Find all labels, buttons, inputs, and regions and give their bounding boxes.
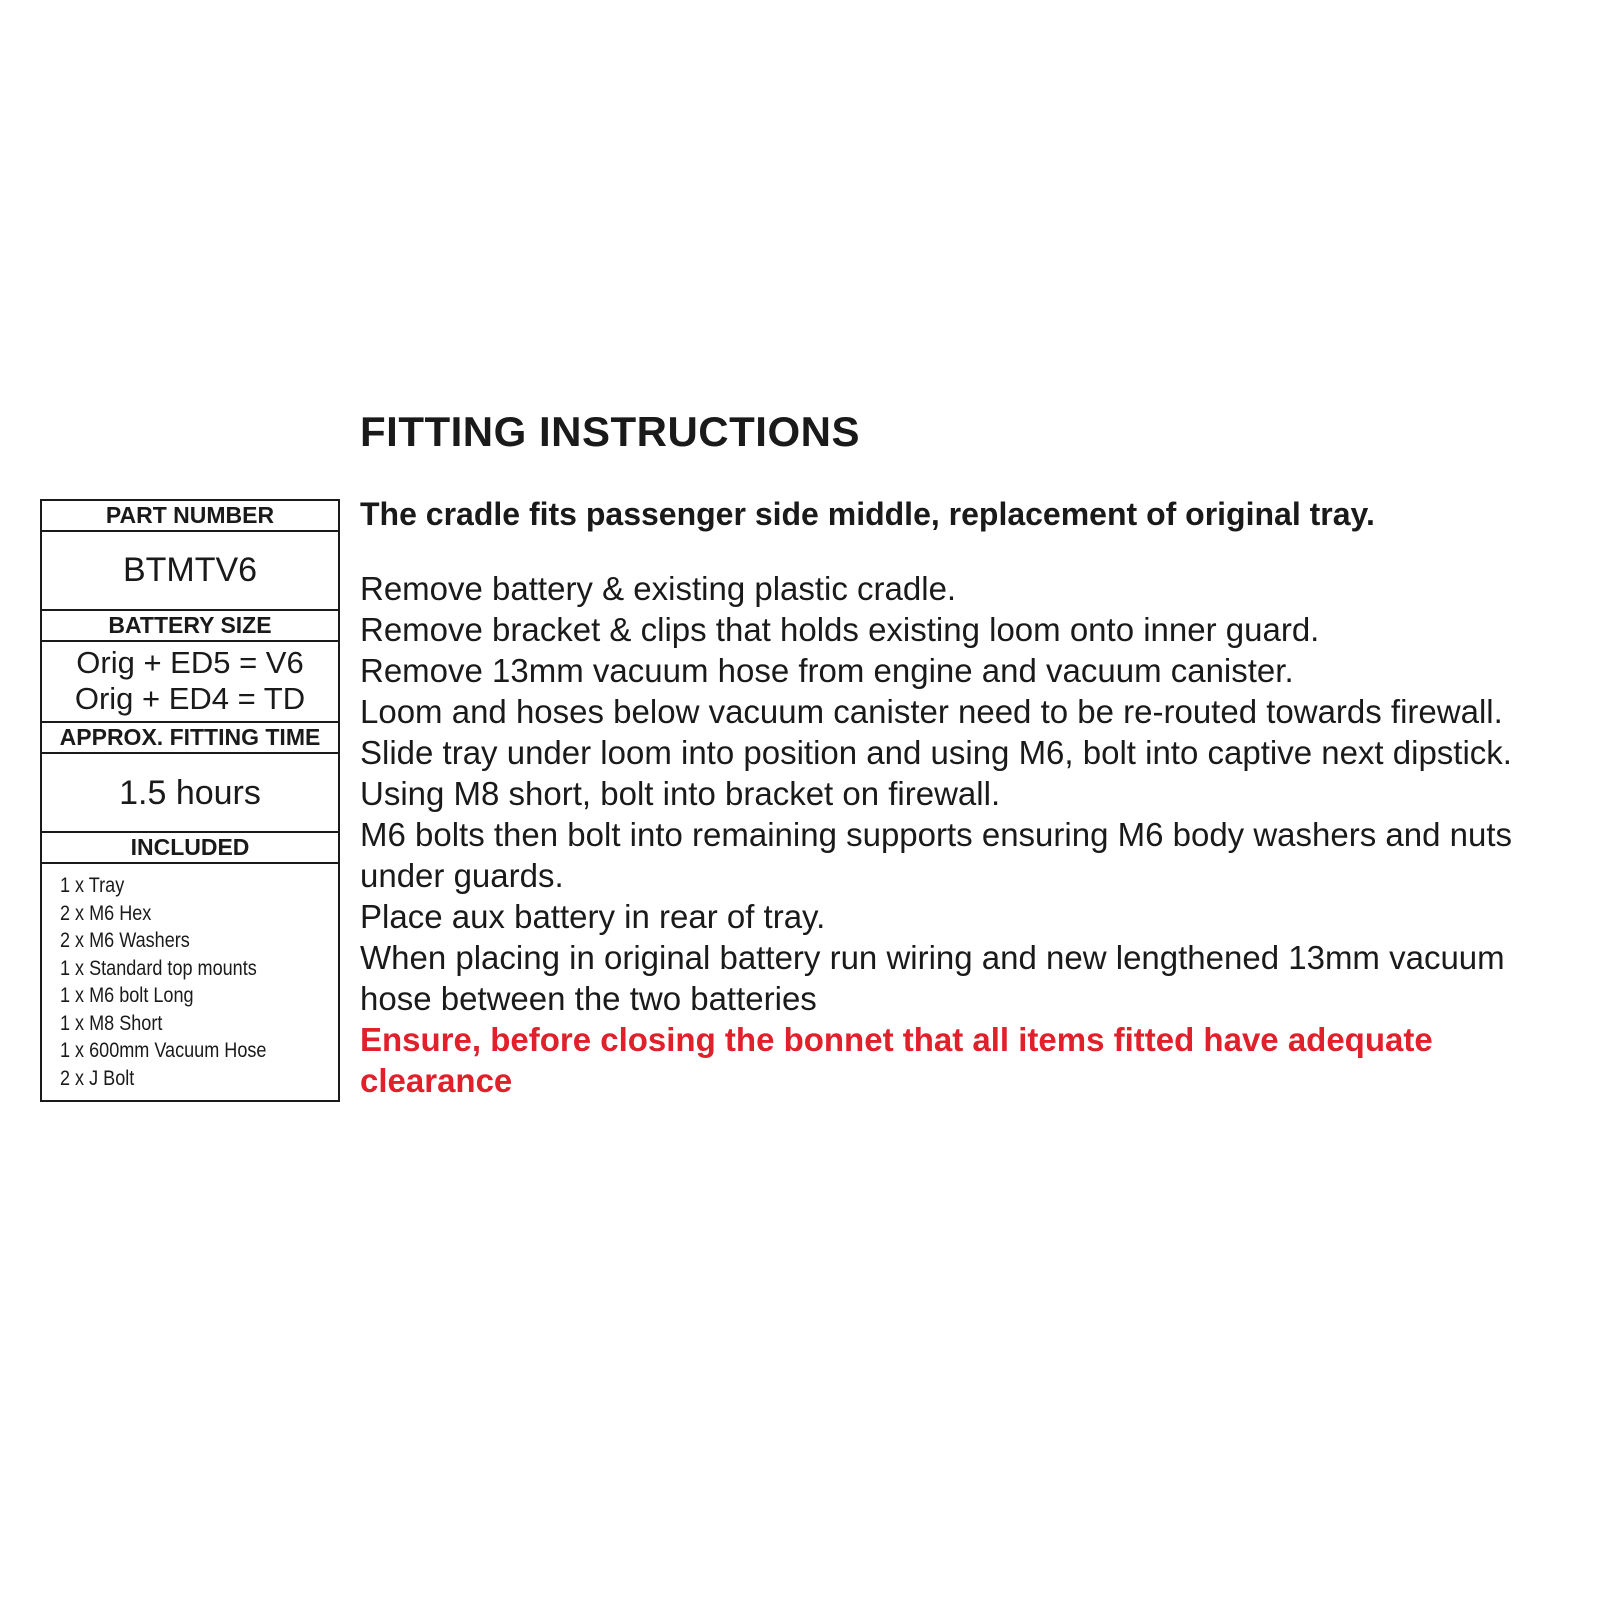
instruction-step: Remove 13mm vacuum hose from engine and vacuum canister.	[360, 652, 1294, 689]
instructions	[360, 494, 1575, 1101]
included-item: 1 x 600mm Vacuum Hose	[60, 1039, 267, 1062]
instruction-step: Place aux battery in rear of tray.	[360, 898, 826, 935]
spec-box	[40, 499, 340, 1102]
included-item: 2 x M6 Hex	[60, 901, 152, 925]
instructions-intro: The cradle fits passenger side middle, replacement of original tray.	[360, 496, 1375, 532]
instruction-step: M6 bolts then bolt into remaining supports ensuring M6 body washers and nuts under guards.	[360, 816, 1512, 894]
fitting-time-value: 1.5 hours	[119, 774, 261, 812]
instruction-step: Slide tray under loom into position and using M6, bolt into captive next dipstick.	[360, 734, 1512, 771]
clearance-warning: Ensure, before closing the bonnet that all items fitted have adequate clearance	[360, 1021, 1433, 1099]
fitting-time-label: APPROX. FITTING TIME	[42, 721, 338, 754]
battery-size-label: BATTERY SIZE	[42, 609, 338, 642]
included-list	[42, 864, 338, 1100]
battery-size-value: Orig + ED4 = TD	[74, 681, 306, 716]
included-item: 1 x M6 bolt Long	[60, 984, 194, 1007]
instruction-step: Using M8 short, bolt into bracket on firewall.	[360, 775, 1001, 812]
included-item: 2 x J Bolt	[60, 1066, 135, 1090]
instruction-step: Remove bracket & clips that holds existing loom onto inner guard.	[360, 611, 1320, 648]
part-number-value: BTMTV6	[122, 551, 258, 589]
included-item: 1 x Standard top mounts	[60, 956, 257, 980]
included-label: INCLUDED	[42, 831, 338, 864]
battery-size-value: Orig + ED5 = V6	[76, 645, 304, 680]
instruction-step: Loom and hoses below vacuum canister need to be re-routed towards firewall.	[360, 693, 1503, 730]
included-item: 1 x M8 Short	[60, 1011, 163, 1035]
included-item: 1 x Tray	[60, 874, 125, 897]
page-title: FITTING INSTRUCTIONS	[360, 408, 860, 455]
included-item: 2 x M6 Washers	[60, 929, 190, 952]
battery-size-values	[42, 642, 338, 721]
instruction-step: Remove battery & existing plastic cradle.	[360, 570, 957, 607]
instruction-step: When placing in original battery run wiring and new lengthened 13mm vacuum hose between the two batteries	[360, 939, 1505, 1017]
part-number-label: PART NUMBER	[42, 501, 338, 532]
